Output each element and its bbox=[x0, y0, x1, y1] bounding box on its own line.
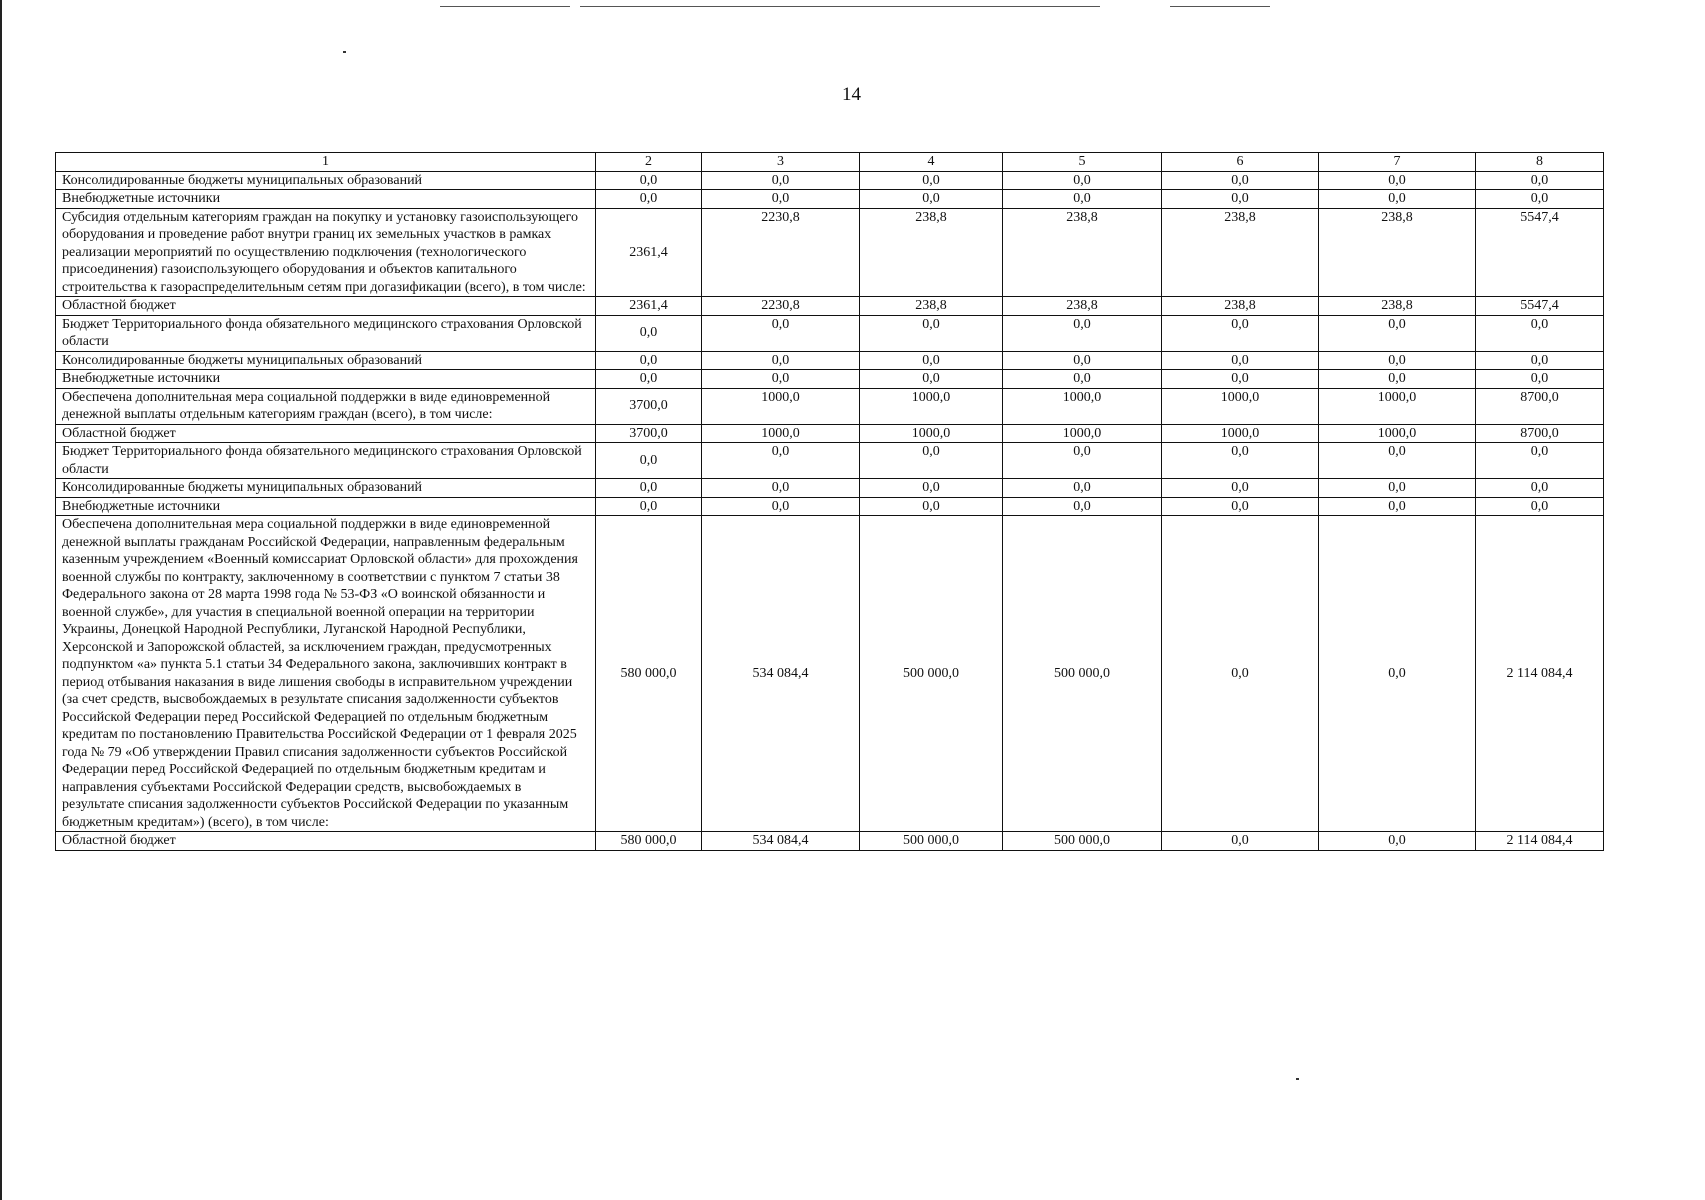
table-row bbox=[56, 479, 1604, 498]
value-cell-col-2: 0,0 bbox=[596, 370, 702, 389]
value-cell-col-7: 0,0 bbox=[1319, 832, 1476, 851]
value-cell-col-3: 0,0 bbox=[702, 497, 860, 516]
row-label: Бюджет Территориального фонда обязательного медицинского страхования Орловской области bbox=[56, 315, 596, 351]
value-cell-col-6: 0,0 bbox=[1162, 497, 1319, 516]
value-cell-col-2: 580 000,0 bbox=[596, 516, 702, 832]
value-cell-col-6: 1000,0 bbox=[1162, 388, 1319, 424]
value-cell-col-5: 500 000,0 bbox=[1003, 516, 1162, 832]
table-row bbox=[56, 315, 1604, 351]
value-cell-col-8: 2 114 084,4 bbox=[1476, 832, 1604, 851]
row-label: Внебюджетные источники bbox=[56, 370, 596, 389]
column-number-6: 6 bbox=[1162, 153, 1319, 172]
row-label: Консолидированные бюджеты муниципальных образований bbox=[56, 479, 596, 498]
table-row bbox=[56, 516, 1604, 832]
row-label: Консолидированные бюджеты муниципальных образований bbox=[56, 351, 596, 370]
value-cell-col-5: 0,0 bbox=[1003, 479, 1162, 498]
value-cell-col-7: 238,8 bbox=[1319, 297, 1476, 316]
value-cell-col-5: 1000,0 bbox=[1003, 424, 1162, 443]
row-label: Областной бюджет bbox=[56, 297, 596, 316]
value-cell-col-6: 0,0 bbox=[1162, 171, 1319, 190]
value-cell-col-4: 0,0 bbox=[860, 497, 1003, 516]
value-cell-col-3: 534 084,4 bbox=[702, 516, 860, 832]
value-cell-col-5: 238,8 bbox=[1003, 297, 1162, 316]
column-number-7: 7 bbox=[1319, 153, 1476, 172]
value-cell-col-4: 1000,0 bbox=[860, 424, 1003, 443]
value-cell-col-4: 500 000,0 bbox=[860, 832, 1003, 851]
value-cell-col-7: 0,0 bbox=[1319, 315, 1476, 351]
value-cell-col-7: 0,0 bbox=[1319, 497, 1476, 516]
value-cell-col-7: 0,0 bbox=[1319, 516, 1476, 832]
value-cell-col-8: 0,0 bbox=[1476, 370, 1604, 389]
value-cell-col-4: 0,0 bbox=[860, 315, 1003, 351]
value-cell-col-8: 0,0 bbox=[1476, 497, 1604, 516]
table-row bbox=[56, 832, 1604, 851]
row-label: Областной бюджет bbox=[56, 424, 596, 443]
table-row bbox=[56, 297, 1604, 316]
table-header-row bbox=[56, 153, 1604, 172]
value-cell-col-2: 580 000,0 bbox=[596, 832, 702, 851]
scan-speck bbox=[343, 51, 346, 53]
value-cell-col-7: 0,0 bbox=[1319, 479, 1476, 498]
value-cell-col-2: 0,0 bbox=[596, 443, 702, 479]
value-cell-col-4: 238,8 bbox=[860, 208, 1003, 297]
value-cell-col-3: 0,0 bbox=[702, 315, 860, 351]
value-cell-col-6: 0,0 bbox=[1162, 315, 1319, 351]
page-number: 14 bbox=[842, 84, 861, 105]
value-cell-col-3: 0,0 bbox=[702, 171, 860, 190]
value-cell-col-8: 8700,0 bbox=[1476, 388, 1604, 424]
value-cell-col-8: 0,0 bbox=[1476, 479, 1604, 498]
value-cell-col-2: 0,0 bbox=[596, 315, 702, 351]
value-cell-col-5: 0,0 bbox=[1003, 351, 1162, 370]
value-cell-col-5: 0,0 bbox=[1003, 443, 1162, 479]
value-cell-col-3: 0,0 bbox=[702, 370, 860, 389]
value-cell-col-5: 238,8 bbox=[1003, 208, 1162, 297]
table-row bbox=[56, 497, 1604, 516]
row-label: Внебюджетные источники bbox=[56, 190, 596, 209]
value-cell-col-4: 0,0 bbox=[860, 370, 1003, 389]
row-label: Обеспечена дополнительная мера социальной поддержки в виде единовременной денежной выплаты отдельным категориям граждан (всего), в том числе: bbox=[56, 388, 596, 424]
value-cell-col-2: 0,0 bbox=[596, 171, 702, 190]
value-cell-col-8: 0,0 bbox=[1476, 171, 1604, 190]
value-cell-col-8: 2 114 084,4 bbox=[1476, 516, 1604, 832]
value-cell-col-3: 534 084,4 bbox=[702, 832, 860, 851]
value-cell-col-7: 0,0 bbox=[1319, 370, 1476, 389]
table-row bbox=[56, 208, 1604, 297]
value-cell-col-5: 1000,0 bbox=[1003, 388, 1162, 424]
value-cell-col-7: 0,0 bbox=[1319, 171, 1476, 190]
value-cell-col-2: 3700,0 bbox=[596, 424, 702, 443]
value-cell-col-7: 0,0 bbox=[1319, 351, 1476, 370]
value-cell-col-6: 0,0 bbox=[1162, 351, 1319, 370]
value-cell-col-4: 1000,0 bbox=[860, 388, 1003, 424]
value-cell-col-3: 0,0 bbox=[702, 351, 860, 370]
value-cell-col-7: 1000,0 bbox=[1319, 388, 1476, 424]
value-cell-col-4: 0,0 bbox=[860, 443, 1003, 479]
value-cell-col-5: 0,0 bbox=[1003, 370, 1162, 389]
table-row bbox=[56, 443, 1604, 479]
value-cell-col-2: 2361,4 bbox=[596, 297, 702, 316]
value-cell-col-4: 238,8 bbox=[860, 297, 1003, 316]
value-cell-col-8: 0,0 bbox=[1476, 190, 1604, 209]
row-label: Внебюджетные источники bbox=[56, 497, 596, 516]
table-row bbox=[56, 171, 1604, 190]
value-cell-col-4: 0,0 bbox=[860, 351, 1003, 370]
value-cell-col-4: 0,0 bbox=[860, 190, 1003, 209]
value-cell-col-8: 0,0 bbox=[1476, 315, 1604, 351]
scan-edge-line bbox=[0, 0, 2, 1200]
value-cell-col-5: 0,0 bbox=[1003, 171, 1162, 190]
column-number-2: 2 bbox=[596, 153, 702, 172]
value-cell-col-2: 0,0 bbox=[596, 479, 702, 498]
value-cell-col-5: 0,0 bbox=[1003, 497, 1162, 516]
value-cell-col-6: 0,0 bbox=[1162, 516, 1319, 832]
value-cell-col-7: 0,0 bbox=[1319, 443, 1476, 479]
value-cell-col-6: 1000,0 bbox=[1162, 424, 1319, 443]
value-cell-col-6: 0,0 bbox=[1162, 443, 1319, 479]
value-cell-col-3: 2230,8 bbox=[702, 297, 860, 316]
scan-artifact-line bbox=[1170, 6, 1270, 7]
table-row bbox=[56, 190, 1604, 209]
value-cell-col-7: 1000,0 bbox=[1319, 424, 1476, 443]
value-cell-col-8: 0,0 bbox=[1476, 443, 1604, 479]
row-label: Обеспечена дополнительная мера социальной поддержки в виде единовременной денежной выплаты гражданам Российской Федерации, направленным федеральным казенным учреждением «Военный комиссариат Орловской области» для прохождения военной службы по контракту, заключенному в соответствии с пунктом 7 статьи 38 Федерального закона от 28 марта 1998 года № 53-ФЗ «О воинской обязанности и военной службе», для участия в специальной военной операции на территории Украины, Донецкой Народной Республики, Луганской Народной Республики, Херсонской и Запорожской областей, за исключением граждан, предусмотренных подпунктом «а» пункта 5.1 статьи 34 Федерального закона, заключивших контракт в период отбывания наказания в виде лишения свободы в исправительном учреждении (за счет средств, высвобождаемых в результате списания задолженности субъектов Российской Федерации перед Российской Федерацией по отдельным бюджетным кредитам по постановлению Правительства Российской Федерации от 1 февраля 2025 года № 79 «Об утверждении Правил списания задолженности субъектов Российской Федерации перед Российской Федерацией по отдельным бюджетным кредитам и направления субъектами Российской Федерации средств, высвобождаемых в результате списания задолженности субъектов Российской Федерации по указанным бюджетным кредитам») (всего), в том числе: bbox=[56, 516, 596, 832]
value-cell-col-2: 0,0 bbox=[596, 190, 702, 209]
value-cell-col-3: 0,0 bbox=[702, 190, 860, 209]
value-cell-col-6: 0,0 bbox=[1162, 832, 1319, 851]
column-number-5: 5 bbox=[1003, 153, 1162, 172]
scan-artifact-line bbox=[580, 6, 1100, 7]
table-row bbox=[56, 424, 1604, 443]
value-cell-col-2: 0,0 bbox=[596, 351, 702, 370]
value-cell-col-8: 0,0 bbox=[1476, 351, 1604, 370]
column-number-3: 3 bbox=[702, 153, 860, 172]
value-cell-col-3: 0,0 bbox=[702, 479, 860, 498]
value-cell-col-3: 2230,8 bbox=[702, 208, 860, 297]
column-number-8: 8 bbox=[1476, 153, 1604, 172]
value-cell-col-6: 0,0 bbox=[1162, 479, 1319, 498]
value-cell-col-8: 5547,4 bbox=[1476, 208, 1604, 297]
table-row bbox=[56, 388, 1604, 424]
value-cell-col-5: 0,0 bbox=[1003, 190, 1162, 209]
table-row bbox=[56, 370, 1604, 389]
value-cell-col-5: 500 000,0 bbox=[1003, 832, 1162, 851]
value-cell-col-4: 0,0 bbox=[860, 171, 1003, 190]
value-cell-col-6: 0,0 bbox=[1162, 370, 1319, 389]
value-cell-col-2: 3700,0 bbox=[596, 388, 702, 424]
value-cell-col-4: 0,0 bbox=[860, 479, 1003, 498]
scan-artifact-line bbox=[440, 6, 570, 7]
value-cell-col-6: 238,8 bbox=[1162, 208, 1319, 297]
value-cell-col-7: 0,0 bbox=[1319, 190, 1476, 209]
value-cell-col-2: 2361,4 bbox=[596, 208, 702, 297]
column-number-1: 1 bbox=[56, 153, 596, 172]
value-cell-col-8: 5547,4 bbox=[1476, 297, 1604, 316]
row-label: Бюджет Территориального фонда обязательного медицинского страхования Орловской области bbox=[56, 443, 596, 479]
column-number-4: 4 bbox=[860, 153, 1003, 172]
row-label: Консолидированные бюджеты муниципальных образований bbox=[56, 171, 596, 190]
table-row bbox=[56, 351, 1604, 370]
value-cell-col-5: 0,0 bbox=[1003, 315, 1162, 351]
value-cell-col-6: 0,0 bbox=[1162, 190, 1319, 209]
value-cell-col-2: 0,0 bbox=[596, 497, 702, 516]
value-cell-col-3: 0,0 bbox=[702, 443, 860, 479]
value-cell-col-6: 238,8 bbox=[1162, 297, 1319, 316]
value-cell-col-8: 8700,0 bbox=[1476, 424, 1604, 443]
row-label: Областной бюджет bbox=[56, 832, 596, 851]
value-cell-col-7: 238,8 bbox=[1319, 208, 1476, 297]
row-label: Субсидия отдельным категориям граждан на покупку и установку газоиспользующего оборудования и проведение работ внутри границ их земельных участков в рамках реализации мероприятий по осуществлению подключения (технологического присоединения) газоиспользующего оборудования и объектов капитального строительства к газораспределительным сетям при догазификации (всего), в том числе: bbox=[56, 208, 596, 297]
value-cell-col-3: 1000,0 bbox=[702, 424, 860, 443]
budget-table bbox=[55, 152, 1604, 851]
value-cell-col-3: 1000,0 bbox=[702, 388, 860, 424]
scan-speck bbox=[1296, 1078, 1299, 1080]
value-cell-col-4: 500 000,0 bbox=[860, 516, 1003, 832]
